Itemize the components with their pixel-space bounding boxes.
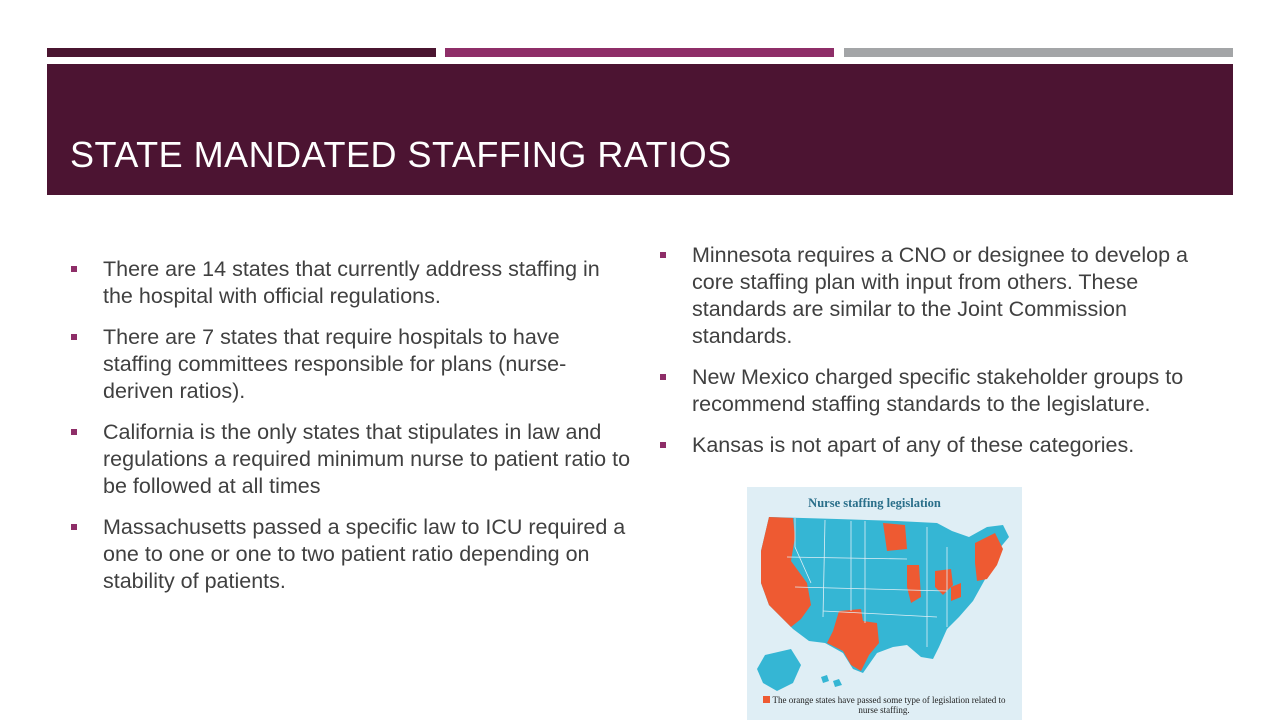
bullet-item [71,324,631,405]
slide-title: STATE MANDATED STAFFING RATIOS [70,134,732,175]
right-bullet-list [660,242,1220,473]
bullet-marker [71,429,77,435]
bullet-item [71,256,631,310]
nurse-staffing-map [747,487,1022,720]
bullet-text: There are 7 states that require hospitals to have staffing committees responsible for plans (nurse- deriven ratios). [103,325,567,403]
bullet-text: California is the only states that stipulates in law and regulations a required minimum nurse to patient ratio to be followed at all times [103,420,631,498]
accent-bar-gray [844,48,1233,57]
bullet-item [660,364,1220,418]
accent-bar-dark [47,48,436,57]
bullet-text: Minnesota requires a CNO or designee to develop a core staffing plan with input from others. These standards are similar to the Joint Commission standards. [692,243,1188,348]
map-caption [759,695,1009,715]
title-band [47,64,1233,195]
us-map-image [747,487,1022,720]
accent-bar-magenta [445,48,834,57]
bullet-marker [660,442,666,448]
map-caption-text: The orange states have passed some type of legislation related to nurse staffing. [772,695,1006,715]
minnesota-state [883,523,907,551]
bullet-marker [71,266,77,272]
bullet-marker [660,374,666,380]
bullet-item [660,242,1220,350]
bullet-item [660,432,1220,459]
bullet-text: Massachusetts passed a specific law to ICU required a one to one or one to two patient ratio depending on stability of patients. [103,515,626,593]
hawaii-state [821,675,842,687]
map-title: Nurse staffing legislation [808,496,941,510]
bullet-text: Kansas is not apart of any of these categories. [692,433,1135,457]
bullet-item [71,419,631,500]
alaska-state [757,649,801,691]
bullet-marker [71,524,77,530]
bullet-marker [71,334,77,340]
bullet-item [71,514,631,595]
left-bullet-list [71,256,631,609]
bullet-marker [660,252,666,258]
bullet-text: There are 14 states that currently address staffing in the hospital with official regulations. [103,257,600,308]
legend-swatch-orange [763,696,770,703]
bullet-text: New Mexico charged specific stakeholder groups to recommend staffing standards to the legislature. [692,365,1184,416]
